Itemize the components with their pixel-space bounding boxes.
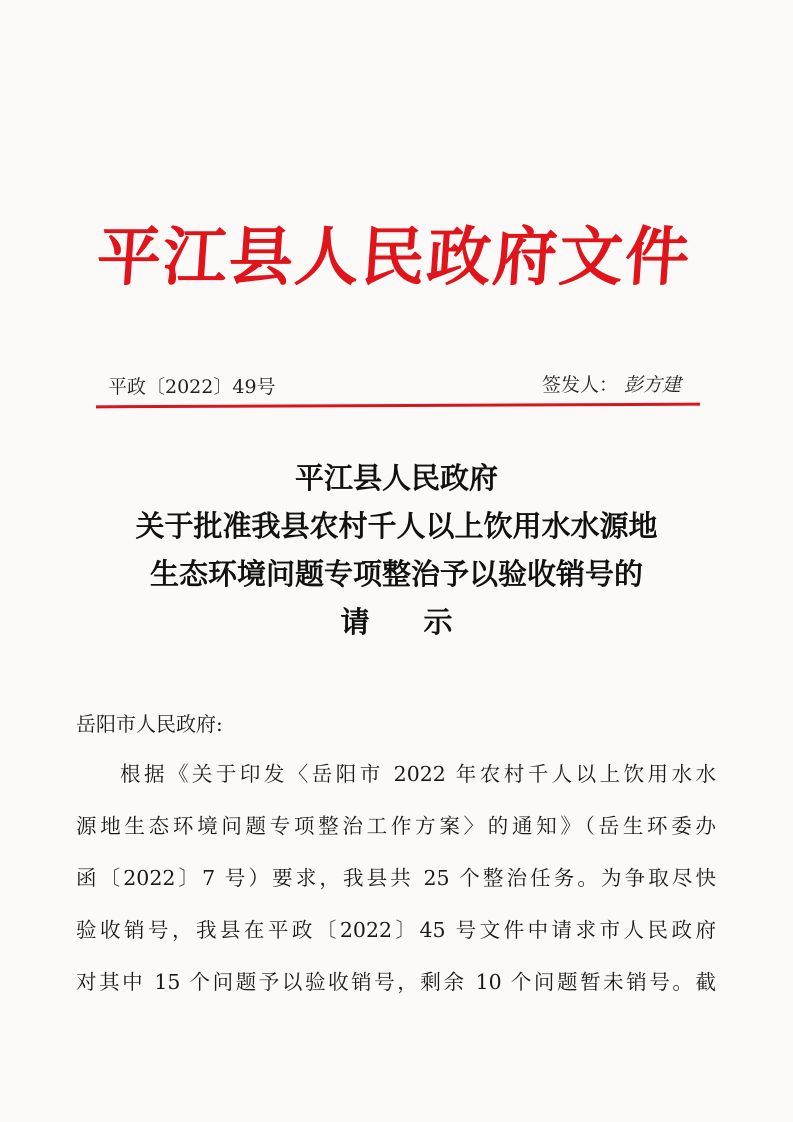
document-number: 平政〔2022〕49号: [108, 376, 276, 398]
signer-label: 签发人：: [541, 374, 618, 396]
addressee: 岳阳市人民政府:: [76, 712, 223, 736]
red-separator-line: [96, 403, 700, 409]
title-line-4: 请示: [340, 605, 507, 639]
body-line: 函〔2022〕7 号）要求，我县共 25 个整治任务。为争取尽快: [76, 866, 716, 890]
body-line: 源地生态环境问题专项整治工作方案〉的通知》（岳生环委办: [76, 814, 716, 838]
signer-block: [542, 370, 681, 397]
body-line: 根据《关于印发〈岳阳市 2022 年农村千人以上饮用水水: [120, 762, 716, 786]
issuing-organ-title: 平江县人民政府文件: [94, 220, 694, 295]
body-line: 验收销号，我县在平政〔2022〕45 号文件中请求市人民政府: [76, 918, 716, 942]
title-line-1: 平江县人民政府: [294, 461, 498, 495]
title-line-2: 关于批准我县农村千人以上饮用水水源地: [135, 509, 658, 543]
signer-name: 彭方建: [623, 374, 681, 396]
body-line: 对其中 15 个问题予以验收销号，剩余 10 个问题暂未销号。截: [76, 970, 716, 994]
title-line-3: 生态环境问题专项整治予以验收销号的: [149, 557, 643, 591]
